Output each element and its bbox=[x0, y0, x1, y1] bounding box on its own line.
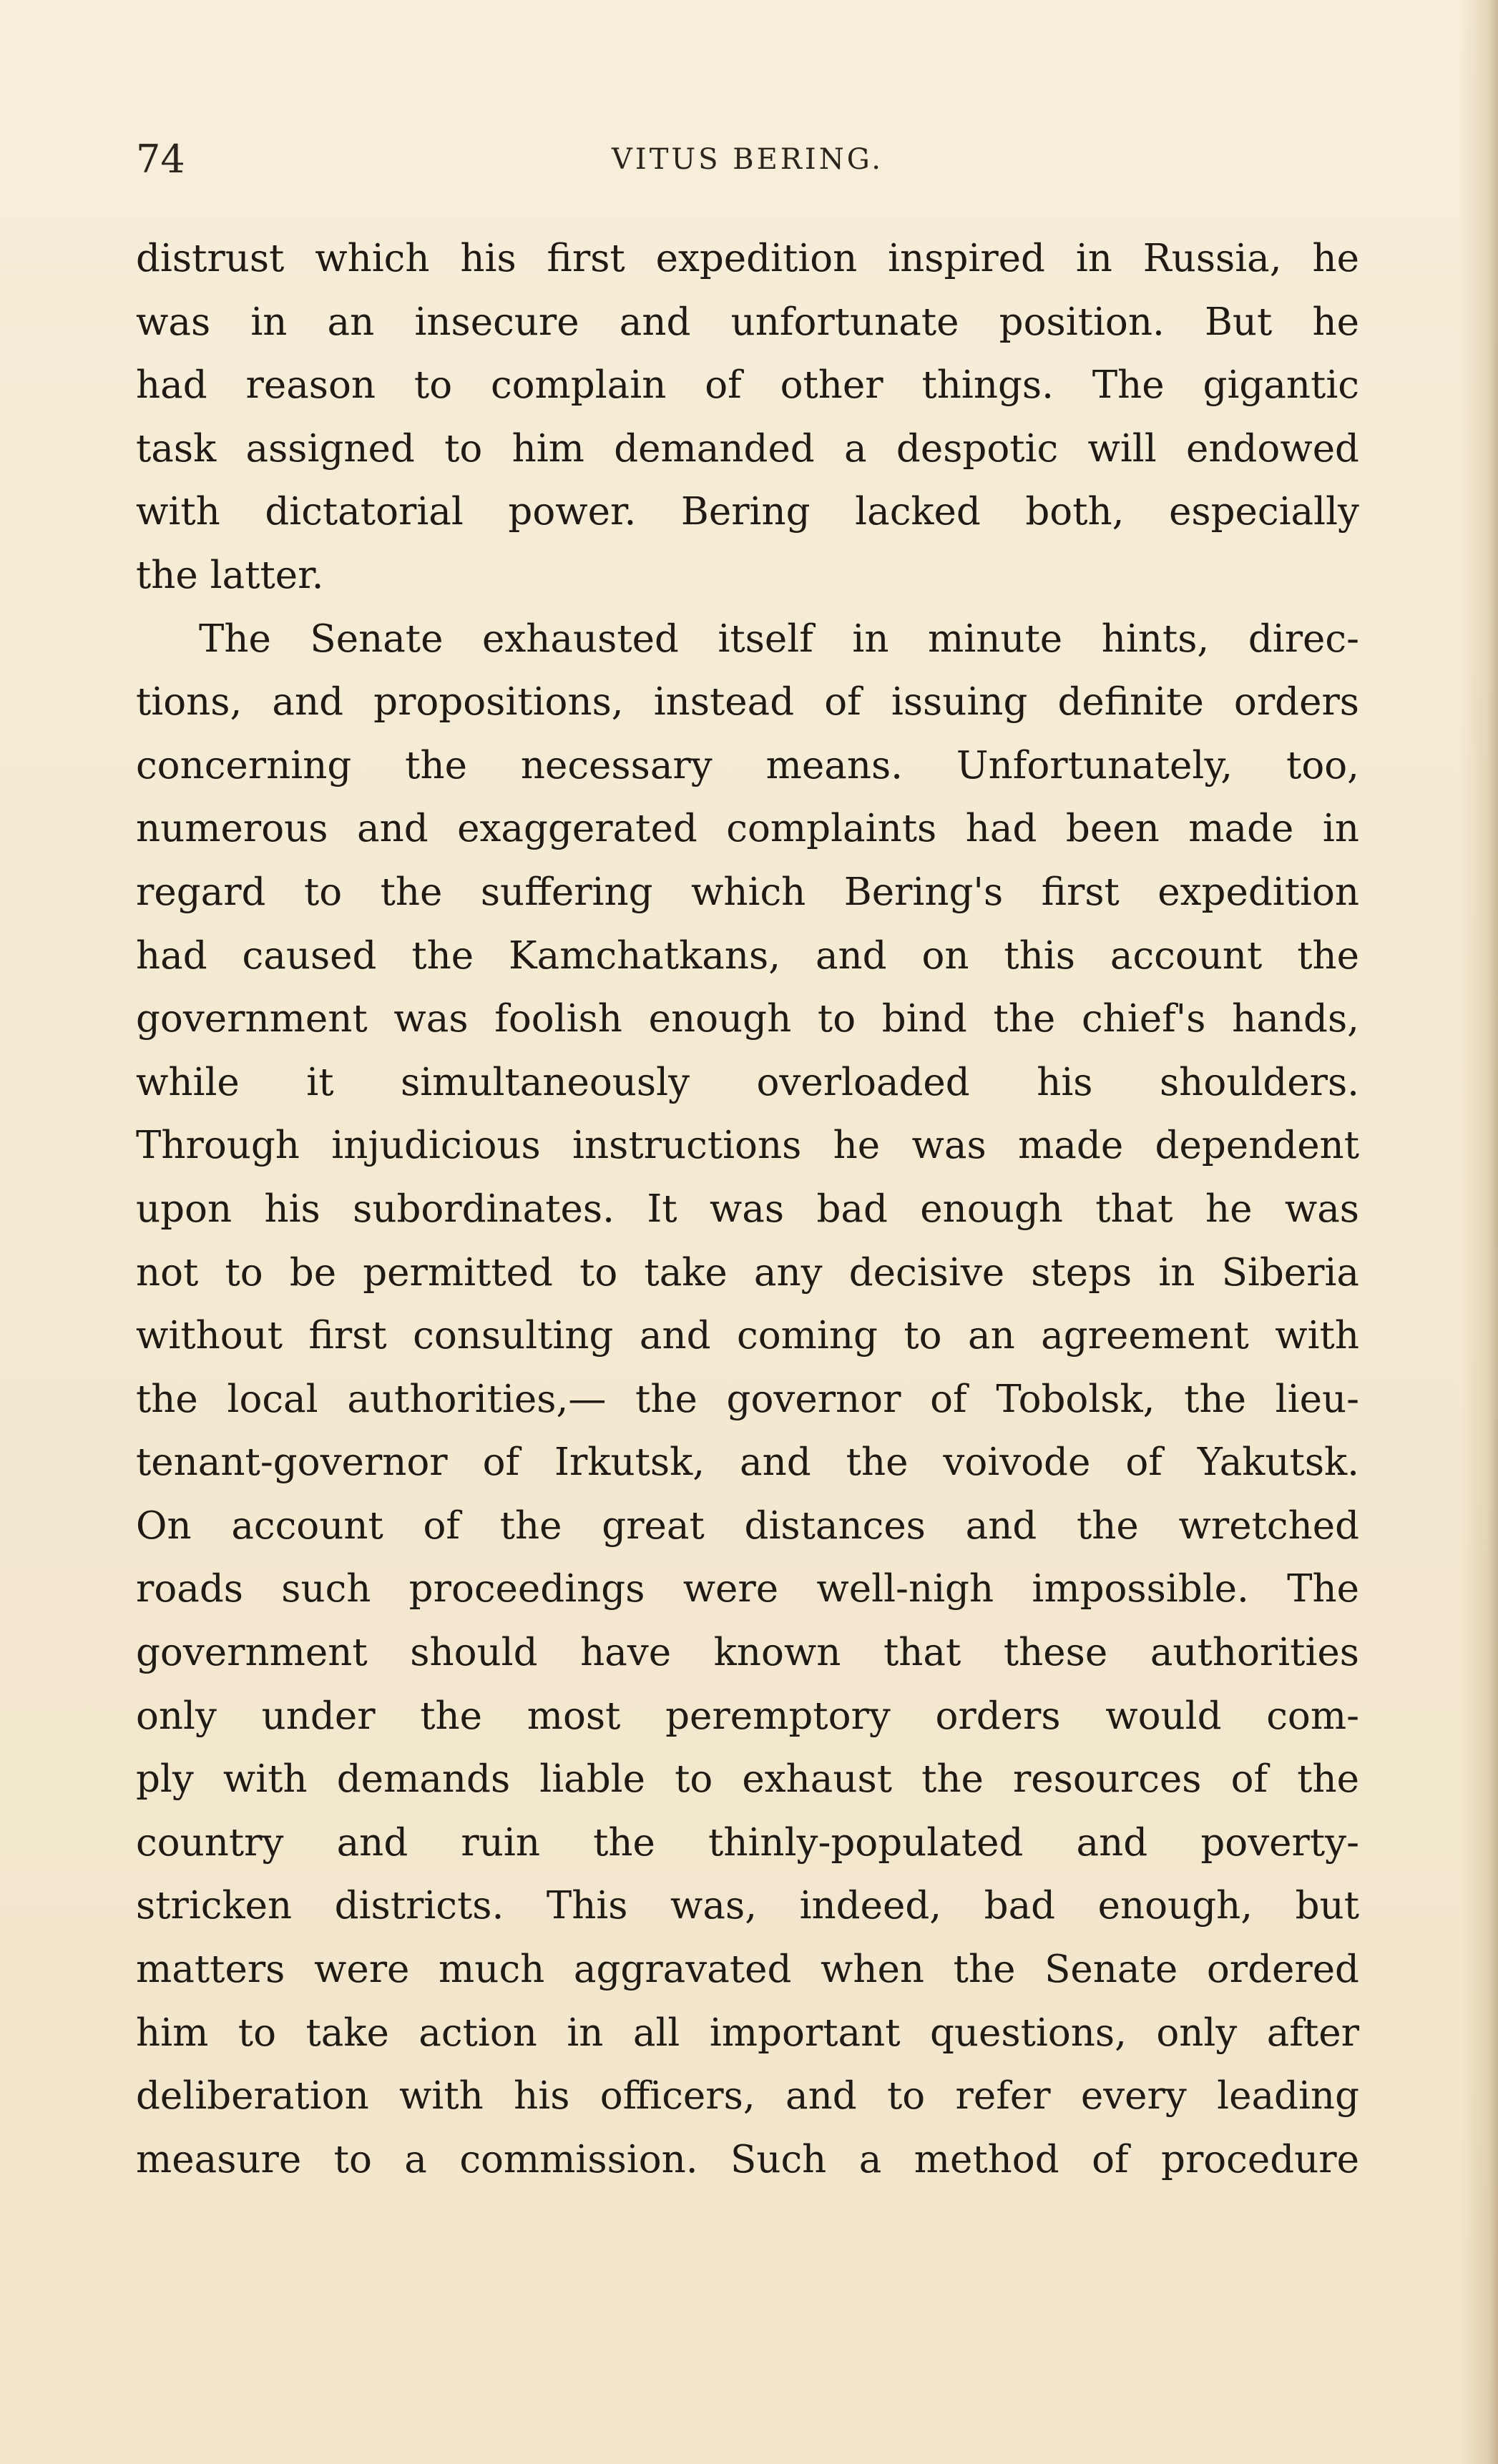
text-line: On account of the great distances and the wretched bbox=[136, 1503, 1359, 1548]
text-line: roads such proceedings were well-nigh impossible. The bbox=[136, 1567, 1359, 1611]
text-line: task assigned to him demanded a despotic will endowed bbox=[136, 426, 1359, 471]
text-line: upon his subordinates. It was bad enough that he was bbox=[136, 1187, 1359, 1231]
text-line: regard to the suffering which Bering's first expedition bbox=[136, 870, 1359, 914]
text-line: numerous and exaggerated complaints had been made in bbox=[136, 807, 1359, 851]
text-line: ply with demands liable to exhaust the resources of the bbox=[136, 1757, 1359, 1802]
running-title: VITUS BERING. bbox=[612, 143, 883, 176]
text-line: government was foolish enough to bind the chief's hands, bbox=[136, 997, 1359, 1041]
text-line: deliberation with his officers, and to refer every leading bbox=[136, 2074, 1359, 2119]
text-line: the local authorities,— the governor of Tobolsk, the lieu- bbox=[136, 1377, 1359, 1421]
text-line: with dictatorial power. Bering lacked both, especially bbox=[136, 490, 1359, 534]
text-line: had reason to complain of other things. The gigantic bbox=[136, 363, 1359, 408]
paragraph-start-line: The Senate exhausted itself in minute hints, direc- bbox=[199, 617, 1359, 661]
text-line: Through injudicious instructions he was made dependent bbox=[136, 1124, 1359, 1168]
text-line: not to be permitted to take any decisive steps in Siberia bbox=[136, 1250, 1359, 1295]
text-line: matters were much aggravated when the Senate ordered bbox=[136, 1948, 1359, 1992]
text-line: measure to a commission. Such a method of procedure bbox=[136, 2137, 1359, 2181]
text-line: the latter. bbox=[136, 553, 324, 597]
text-line: concerning the necessary means. Unfortunately, too, bbox=[136, 743, 1359, 787]
text-line: while it simultaneously overloaded his shoulders. bbox=[136, 1060, 1359, 1104]
text-line: him to take action in all important questions, only after bbox=[136, 2011, 1359, 2055]
text-line: had caused the Kamchatkans, and on this account the bbox=[136, 933, 1359, 978]
page-number: 74 bbox=[136, 137, 185, 182]
text-line: government should have known that these authorities bbox=[136, 1631, 1359, 1675]
text-line: tions, and propositions, instead of issuing definite orders bbox=[136, 680, 1359, 725]
running-head bbox=[136, 127, 1359, 192]
text-line: stricken districts. This was, indeed, bad enough, but bbox=[136, 1884, 1359, 1928]
body-text bbox=[136, 227, 1359, 2191]
text-line: only under the most peremptory orders would com- bbox=[136, 1694, 1359, 1738]
text-line: was in an insecure and unfortunate position. But he bbox=[136, 300, 1359, 344]
text-line: distrust which his first expedition inspired in Russia, he bbox=[136, 237, 1359, 280]
text-line: tenant-governor of Irkutsk, and the voivode of Yakutsk. bbox=[136, 1440, 1359, 1485]
text-line: country and ruin the thinly-populated and poverty- bbox=[136, 1820, 1359, 1865]
text-line: without first consulting and coming to an agreement with bbox=[136, 1314, 1359, 1358]
